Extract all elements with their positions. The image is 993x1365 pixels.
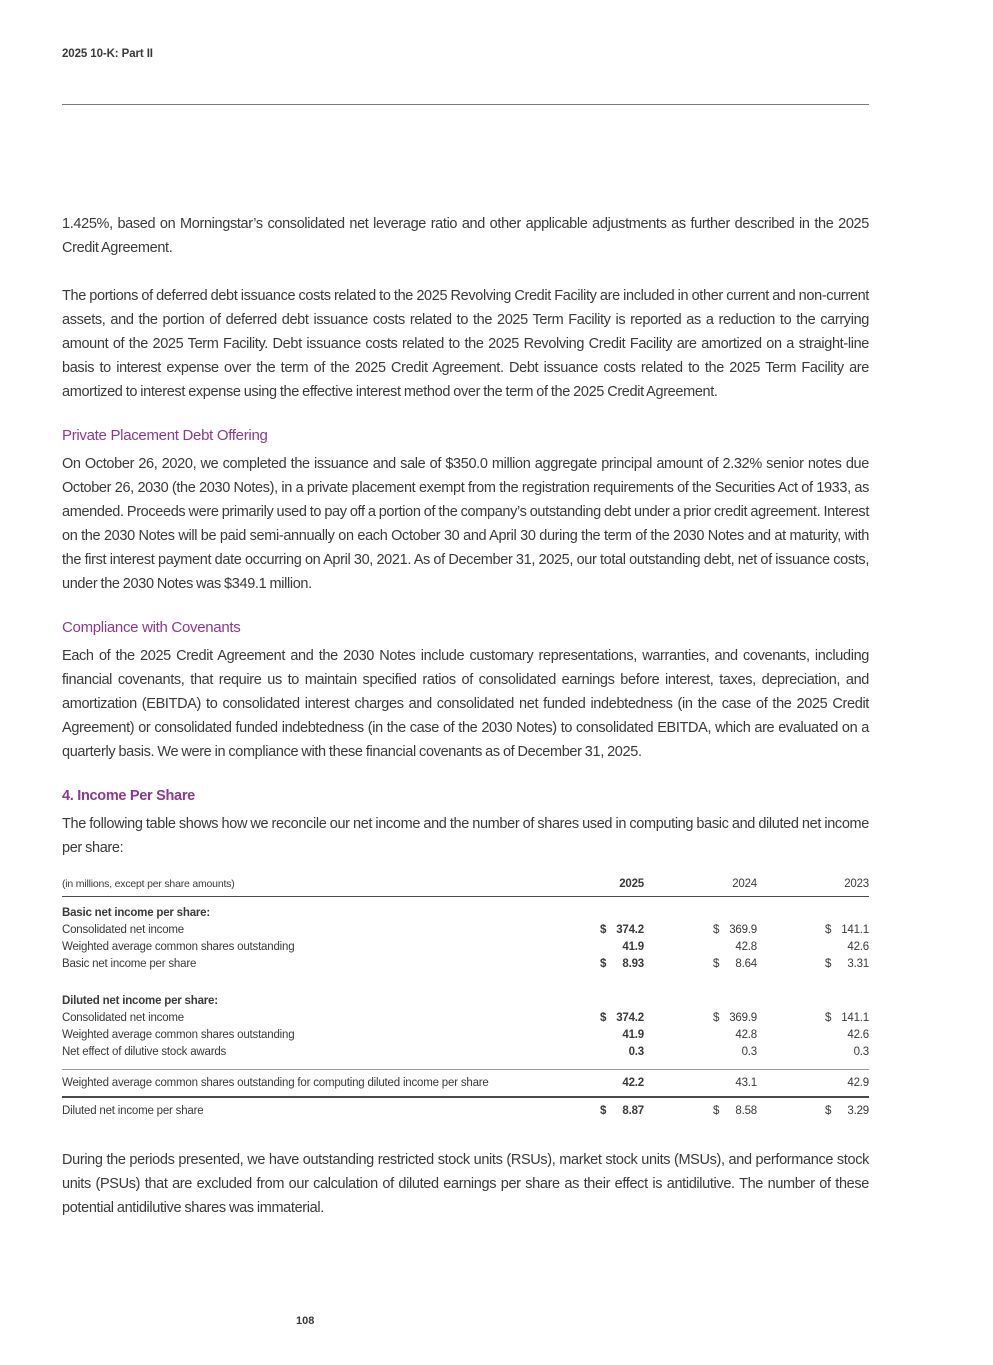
value-2023: 141.1 bbox=[841, 924, 869, 936]
row-label: Weighted average common shares outstanding bbox=[62, 941, 295, 953]
value-2025: 42.2 bbox=[528, 1070, 644, 1098]
table-row: Consolidated net income $ 374.2 $ 369.9 $ 141.1 bbox=[62, 922, 869, 939]
table-header-row bbox=[62, 874, 869, 897]
table-row: Diluted net income per share $ 8.87 $ 8.58 $ 3.29 bbox=[62, 1097, 869, 1124]
value-2023: 3.31 bbox=[847, 958, 869, 970]
value-2024: 42.8 bbox=[735, 1029, 757, 1041]
paragraph-covenants: Each of the 2025 Credit Agreement and the 2030 Notes include customary representations, warranties, and covenants, including financial covenants, that require us to maintain specified ratios of consolidated earnings before interest, taxes, depreciation, and amortization (EBITDA) to consolidated interest charges and consolidated net funded indebtedness (in the case of the 2025 Credit Agreement) or consolidated funded indebtedness (in the case of the 2030 Notes) to consolidated EBITDA, which are evaluated on a quarterly basis. We were in compliance with these financial covenants as of December 31, 2025. bbox=[62, 648, 869, 760]
table-row: Consolidated net income $ 374.2 $ 369.9 $ 141.1 bbox=[62, 1010, 869, 1027]
row-label: Consolidated net income bbox=[62, 924, 184, 936]
value-2025: 41.9 bbox=[622, 1029, 644, 1041]
unit-label: (in millions, except per share amounts) bbox=[62, 874, 528, 897]
basic-heading: Basic net income per share: bbox=[62, 907, 210, 919]
value-2023: 3.29 bbox=[847, 1104, 869, 1117]
paragraph-antidilutive: During the periods presented, we have outstanding restricted stock units (RSUs), market stock units (MSUs), and performance stock units (PSUs) that are excluded from our calculation of diluted earnings per share as their effect is antidilutive. The number of these potential antidilutive shares was immaterial. bbox=[62, 1152, 869, 1216]
diluted-heading: Diluted net income per share: bbox=[62, 995, 218, 1007]
value-2024: 0.3 bbox=[741, 1046, 757, 1058]
value-2023: 141.1 bbox=[841, 1012, 869, 1024]
paragraph-credit-rate: 1.425%, based on Morningstar’s consolidated net leverage ratio and other applicable adjustments as further described in the 2025 Credit Agreement. bbox=[62, 216, 869, 256]
value-2024: 8.58 bbox=[735, 1104, 757, 1117]
page-number: 108 bbox=[296, 1315, 315, 1327]
col-2025: 2025 bbox=[528, 874, 644, 897]
table-row bbox=[62, 939, 869, 956]
value-2024: 369.9 bbox=[729, 924, 757, 936]
table-row bbox=[62, 1070, 869, 1098]
page-content bbox=[62, 212, 869, 1220]
row-label: Basic net income per share bbox=[62, 958, 197, 970]
header-divider bbox=[62, 104, 869, 105]
paragraph-private-placement: On October 26, 2020, we completed the issuance and sale of $350.0 million aggregate principal amount of 2.32% senior notes due October 26, 2030 (the 2030 Notes), in a private placement exempt from the registration requirements of the Securities Act of 1933, as amended. Proceeds were primarily used to pay off a portion of the company’s outstanding debt under a prior credit agreement. Interest on the 2030 Notes will be paid semi-annually on each October 30 and April 30 during the term of the 2030 Notes and at maturity, with the first interest payment date occurring on April 30, 2021. As of December 31, 2025, our total outstanding debt, net of issuance costs, under the 2030 Notes was $349.1 million. bbox=[62, 456, 869, 592]
table-row bbox=[62, 1027, 869, 1044]
row-label: Consolidated net income bbox=[62, 1012, 184, 1024]
table-row bbox=[62, 905, 869, 922]
row-label: Weighted average common shares outstanding bbox=[62, 1029, 295, 1041]
col-2023: 2023 bbox=[757, 874, 869, 897]
value-2025: 8.87 bbox=[622, 1104, 644, 1117]
value-2025: 41.9 bbox=[622, 941, 644, 953]
value-2025: 374.2 bbox=[616, 1012, 644, 1024]
value-2023: 0.3 bbox=[853, 1046, 869, 1058]
subheading-covenants: Compliance with Covenants bbox=[62, 619, 241, 636]
value-2024: 8.64 bbox=[735, 958, 757, 970]
income-per-share-table bbox=[62, 874, 869, 1124]
row-label: Net effect of dilutive stock awards bbox=[62, 1046, 227, 1058]
value-2023: 42.6 bbox=[847, 1029, 869, 1041]
value-2025: 8.93 bbox=[622, 958, 644, 970]
table-row bbox=[62, 993, 869, 1010]
table-row bbox=[62, 1044, 869, 1061]
value-2025: 0.3 bbox=[628, 1046, 644, 1058]
value-2023: 42.6 bbox=[847, 941, 869, 953]
col-2024: 2024 bbox=[644, 874, 757, 897]
paragraph-table-intro: The following table shows how we reconcile our net income and the number of shares used in computing basic and diluted net income per share: bbox=[62, 816, 869, 856]
paragraph-debt-issuance-costs: The portions of deferred debt issuance costs related to the 2025 Revolving Credit Facility are included in other current and non-current assets, and the portion of deferred debt issuance costs related to the 2025 Term Facility is reported as a reduction to the carrying amount of the 2025 Term Facility. Debt issuance costs related to the 2025 Revolving Credit Facility are amortized on a straight-line basis to interest expense over the term of the 2025 Credit Agreement. Debt issuance costs related to the 2025 Term Facility are amortized to interest expense using the effective interest method over the term of the 2025 Credit Agreement. bbox=[62, 288, 869, 400]
value-2024: 369.9 bbox=[729, 1012, 757, 1024]
value-2025: 374.2 bbox=[616, 924, 644, 936]
value-2024: 42.8 bbox=[735, 941, 757, 953]
table-row: Basic net income per share $ 8.93 $ 8.64 $ 3.31 bbox=[62, 956, 869, 973]
value-2024: 43.1 bbox=[644, 1070, 757, 1098]
row-label: Weighted average common shares outstanding for computing diluted income per share bbox=[62, 1070, 528, 1098]
section-title-income-per-share: 4. Income Per Share bbox=[62, 788, 195, 804]
report-header: 2025 10-K: Part II bbox=[62, 48, 153, 60]
row-label: Diluted net income per share bbox=[62, 1104, 204, 1117]
subheading-private-placement: Private Placement Debt Offering bbox=[62, 427, 268, 444]
value-2023: 42.9 bbox=[757, 1070, 869, 1098]
